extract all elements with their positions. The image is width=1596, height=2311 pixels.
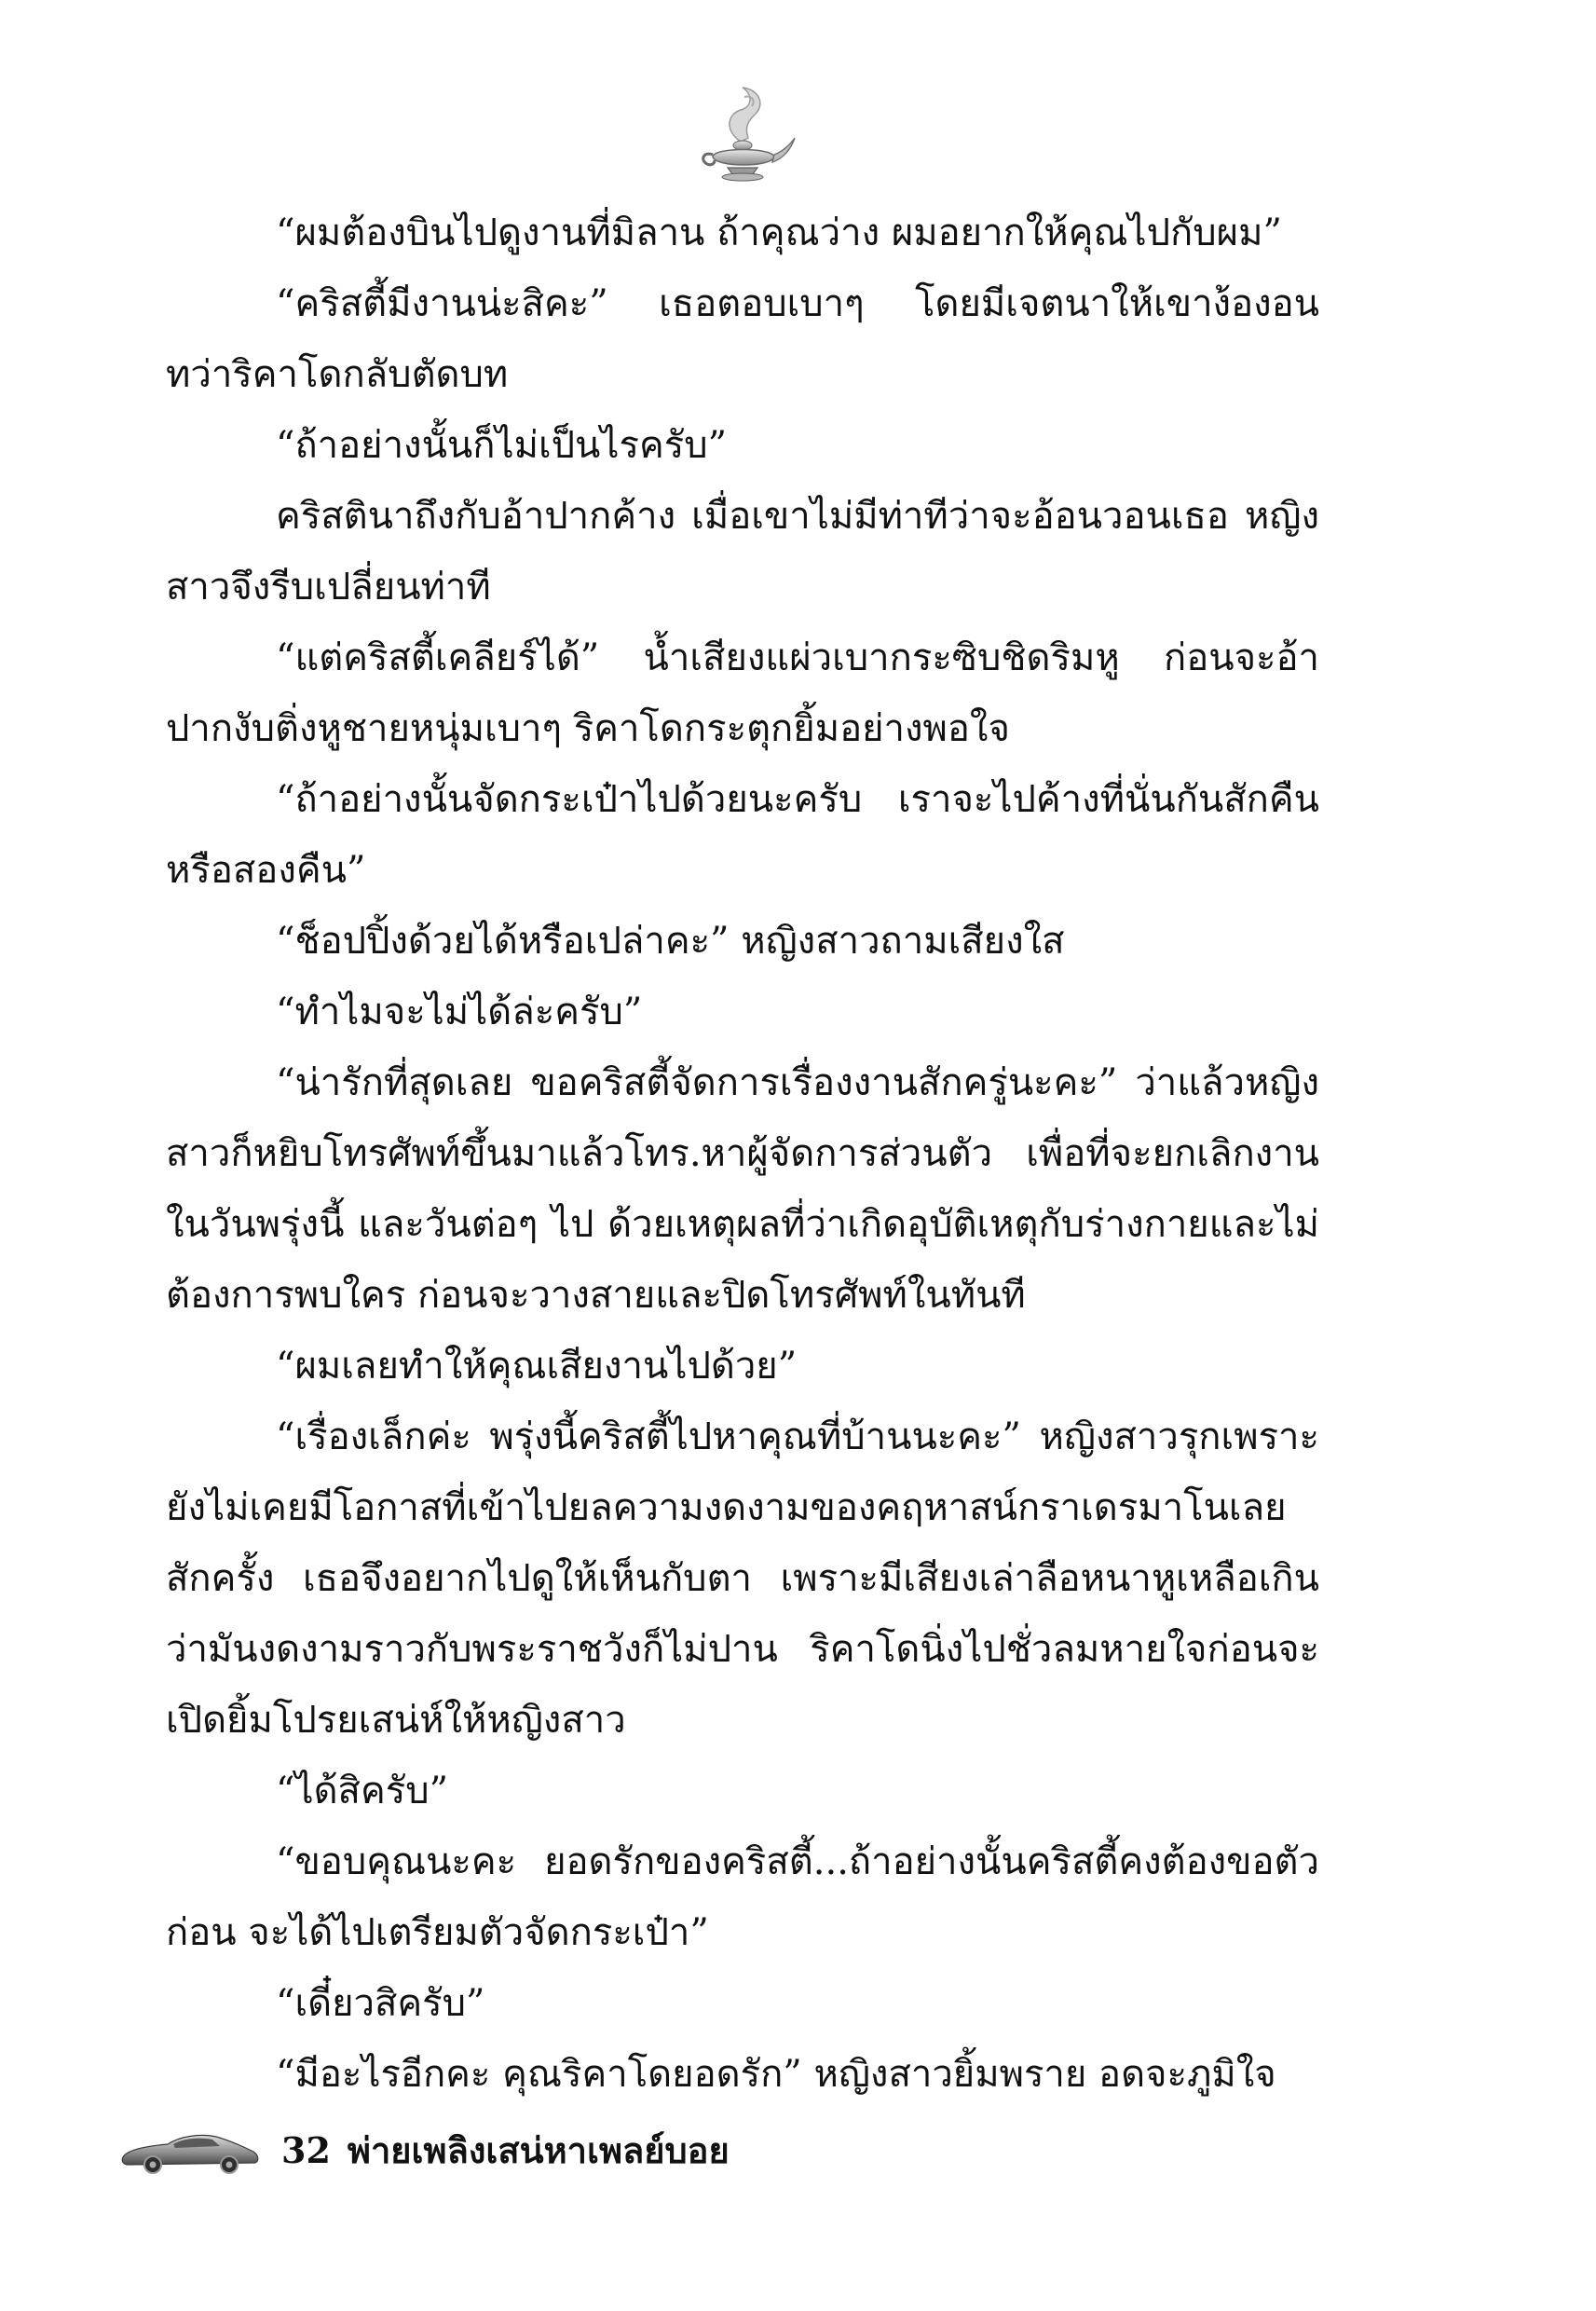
genie-lamp-icon: [687, 76, 798, 188]
book-title: พ่ายเพลิงเสน่หาเพลย์บอย: [347, 2129, 730, 2171]
paragraph: “มีอะไรอีกคะ คุณริคาโดยอดรัก” หญิงสาวยิ้มพราย อดจะภูมิใจ: [276, 2053, 1276, 2096]
paragraph: “ได้สิครับ”: [276, 1770, 449, 1812]
paragraph: “ขอบคุณนะคะ ยอดรักของคริสตี้...ถ้าอย่างนั้นคริสตี้คงต้องขอตัวก่อน จะได้ไปเตรียมตัวจัดกระเป๋า”: [166, 1840, 1319, 1954]
paragraph: “แต่คริสตี้เคลียร์ได้” น้ำเสียงแผ่วเบากระซิบชิดริมหู ก่อนจะอ้าปากงับติ่งหูชายหนุ่มเบาๆ ริคาโดกระตุกยิ้มอย่างพอใจ: [166, 636, 1319, 750]
page-number: 32: [281, 2128, 331, 2171]
paragraph: “น่ารักที่สุดเลย ขอคริสตี้จัดการเรื่องงานสักครู่นะคะ” ว่าแล้วหญิงสาวก็หยิบโทรศัพท์ขึ้นมาแล้วโทร.หาผู้จัดการส่วนตัว เพื่อที่จะยกเลิกงานในวันพรุ่งนี้ และวันต่อๆ ไป ด้วยเหตุผลที่ว่าเกิดอุบัติเหตุกับร่างกายและไม่ต้องการพบใคร ก่อนจะวางสายและปิดโทรศัพท์ในทันที: [166, 1061, 1319, 1317]
paragraph: “ถ้าอย่างนั้นจัดกระเป๋าไปด้วยนะครับ เราจะไปค้างที่นั่นกันสักคืนหรือสองคืน”: [166, 778, 1319, 892]
paragraph: “ทำไมจะไม่ได้ล่ะครับ”: [276, 991, 643, 1033]
paragraph: “ผมเลยทำให้คุณเสียงานไปด้วย”: [276, 1345, 798, 1388]
paragraph: “เรื่องเล็กค่ะ พรุ่งนี้คริสตี้ไปหาคุณที่บ้านนะคะ” หญิงสาวรุกเพราะยังไม่เคยมีโอกาสที่เข้าไปยลความงดงามของคฤหาสน์กราเดรมาโนเลยสักครั้ง เธอจึงอยากไปดูให้เห็นกับตา เพราะมีเสียงเล่าลือหนาหูเหลือเกินว่ามันงดงามราวกับพระราชวังก็ไม่ปาน ริคาโดนิ่งไปชั่วลมหายใจก่อนจะเปิดยิ้มโปรยเสน่ห์ให้หญิงสาว: [166, 1415, 1319, 1742]
paragraph: “ถ้าอย่างนั้นก็ไม่เป็นไรครับ”: [276, 424, 728, 467]
chapter-body-text: [166, 198, 1319, 2110]
paragraph: “เดี๋ยวสิครับ”: [276, 1982, 485, 2025]
sports-car-icon: [119, 2124, 261, 2176]
paragraph: “คริสตี้มีงานน่ะสิคะ” เธอตอบเบาๆ โดยมีเจตนาให้เขาง้องอน ทว่าริคาโดกลับตัดบท: [166, 282, 1319, 396]
page-footer: [119, 2117, 730, 2182]
paragraph: “ช็อปปิ้งด้วยได้หรือเปล่าคะ” หญิงสาวถามเสียงใส: [276, 920, 1065, 963]
paragraph: “ผมต้องบินไปดูงานที่มิลาน ถ้าคุณว่าง ผมอยากให้คุณไปกับผม”: [276, 212, 1282, 254]
paragraph: คริสตินาถึงกับอ้าปากค้าง เมื่อเขาไม่มีท่าทีว่าจะอ้อนวอนเธอ หญิงสาวจึงรีบเปลี่ยนท่าที: [166, 495, 1319, 609]
